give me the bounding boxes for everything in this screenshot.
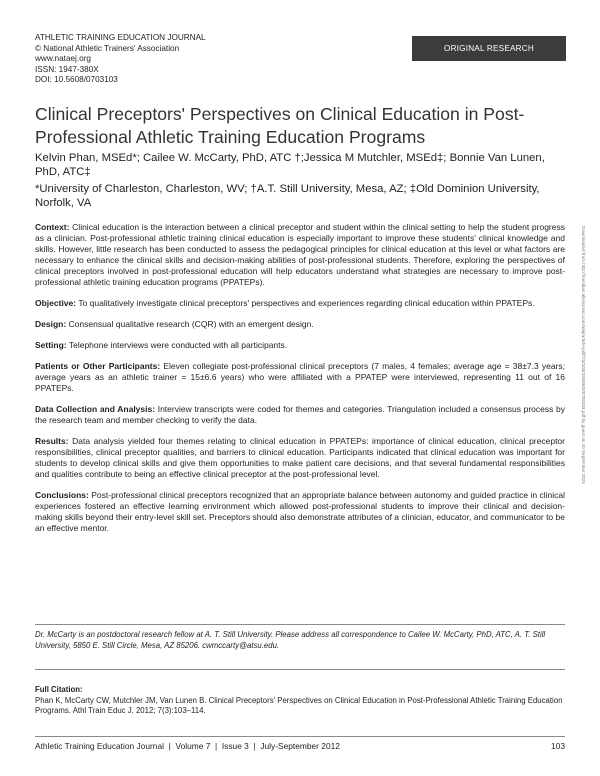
journal-meta xyxy=(35,33,206,86)
abstract-design xyxy=(35,319,565,330)
article-title: Clinical Preceptors' Perspectives on Clinical Education in Post-Professional Athletic Training Education Programs xyxy=(35,104,525,147)
copyright-line: © National Athletic Trainers' Association xyxy=(35,43,180,53)
section-label: Design: xyxy=(35,319,67,329)
article-type-badge: ORIGINAL RESEARCH xyxy=(412,36,566,61)
author-list: Kelvin Phan, MSEd*; Cailee W. McCarty, PhD, ATC †;Jessica M Mutchler, MSEd‡; Bonnie Van Lunen, PhD, ATC‡ xyxy=(35,152,545,178)
footnote-divider-bottom xyxy=(35,669,565,670)
section-text: Eleven collegiate post-professional clinical preceptors (7 males, 4 females; average age = 38±7.3 years; average years as an athletic trainer = 15±6.6 years) who were affiliated with a PPATEP were interviewed, representing 11 out of 16 PPATEPs. xyxy=(35,361,565,393)
abstract-setting xyxy=(35,340,565,351)
footer-divider xyxy=(35,736,565,737)
abstract-data-collection xyxy=(35,404,565,426)
section-text: Telephone interviews were conducted with all participants. xyxy=(66,340,288,350)
section-text: Interview transcripts were coded for themes and categories. Triangulation included a consensus process by the research team and member checking to verify the data. xyxy=(35,404,565,425)
section-text: To qualitatively investigate clinical preceptors' perspectives and experiences regarding clinical education within PPATEPs. xyxy=(76,298,535,308)
abstract-objective xyxy=(35,298,565,309)
section-text: Clinical education is the interaction between a clinical preceptor and student within the clinical setting to help the student progress as a clinician. Post-professional athletic training clinical education is especially important to improve these students' clinical knowledge and skills. However, little research has been conducted to assess the pedagogical principles for clinical education at this level or what factors are necessary to enhance the clinical skills and decision-making abilities of post-professional students. Therefore, exploring the perspectives of clinical preceptors involved in post-professional education will help educators understand what strategies are necessary to improve post-professional athletic training education programs (PPATEPs). xyxy=(35,222,565,287)
journal-issue-info: Athletic Training Education Journal | Volume 7 | Issue 3 | July-September 2012 xyxy=(35,741,340,751)
section-label: Context: xyxy=(35,222,70,232)
issn: ISSN: 1947-380X xyxy=(35,64,99,74)
journal-name: ATHLETIC TRAINING EDUCATION JOURNAL xyxy=(35,33,206,42)
abstract-context xyxy=(35,222,565,288)
citation-text: Phan K, McCarty CW, Mutchler JM, Van Lunen B. Clinical Preceptors' Perspectives on Clinical Education in Post-Professional Athletic Training Education Programs. Athl Train Educ J. 2012; 7(3):103–114. xyxy=(35,695,563,715)
section-text: Data analysis yielded four themes relating to clinical education in PPATEPs: importance of clinical education, clinical preceptor responsibilities, clinical preceptor qualities, and barriers to clinical education. Participants indicated that clinical education was important for students to develop clinical skills and give them opportunities to make patient care decisions, and that several fundamental responsibilities and qualities contribute to being an effective clinical preceptor at the post-professional level. xyxy=(35,436,565,479)
affiliations: *University of Charleston, Charleston, WV; †A.T. Still University, Mesa, AZ; ‡Old Dominion University, Norfolk, VA xyxy=(35,183,540,209)
correspondence-footnote: Dr. McCarty is an postdoctoral research fellow at A. T. Still University. Please address all correspondence to Cailee W. McCarty, PhD, ATC, A. T. Still University, 5850 E. Still Circle, Mesa, AZ 85206. cwmccarty@atsu.edu. xyxy=(35,630,546,650)
page-footer xyxy=(35,741,565,751)
section-label: Conclusions: xyxy=(35,490,89,500)
download-watermark-text: Downloaded from http://meridian.allenpress.com/atej/article-pdf/7/3/103/1938302/0703103.pdf by guest on 10 September 2021 xyxy=(581,226,586,484)
footnote-divider-top xyxy=(35,624,565,625)
section-label: Setting: xyxy=(35,340,67,350)
journal-website[interactable]: www.nataej.org xyxy=(35,54,91,63)
doi: DOI: 10.5608/0703103 xyxy=(35,75,118,84)
full-citation xyxy=(35,685,565,717)
page-number: 103 xyxy=(551,741,565,751)
section-label: Results: xyxy=(35,436,69,446)
section-text: Post-professional clinical preceptors recognized that an appropriate balance between autonomy and guided practice in clinical experiences fostered an effective learning environment which allowed post-professional students to improve their clinical and decision-making skills beyond their entry-level skill set. Preceptors should also demonstrate attributes of a clinician, educator, and communicator to be an effective mentor. xyxy=(35,490,565,533)
section-label: Data Collection and Analysis: xyxy=(35,404,156,414)
section-label: Objective: xyxy=(35,298,77,308)
abstract-conclusions xyxy=(35,490,565,534)
section-label: Patients or Other Participants: xyxy=(35,361,161,371)
citation-label: Full Citation: xyxy=(35,685,83,694)
abstract-participants xyxy=(35,361,565,394)
abstract-results xyxy=(35,436,565,480)
section-text: Consensual qualitative research (CQR) with an emergent design. xyxy=(66,319,314,329)
abstract xyxy=(35,222,565,544)
